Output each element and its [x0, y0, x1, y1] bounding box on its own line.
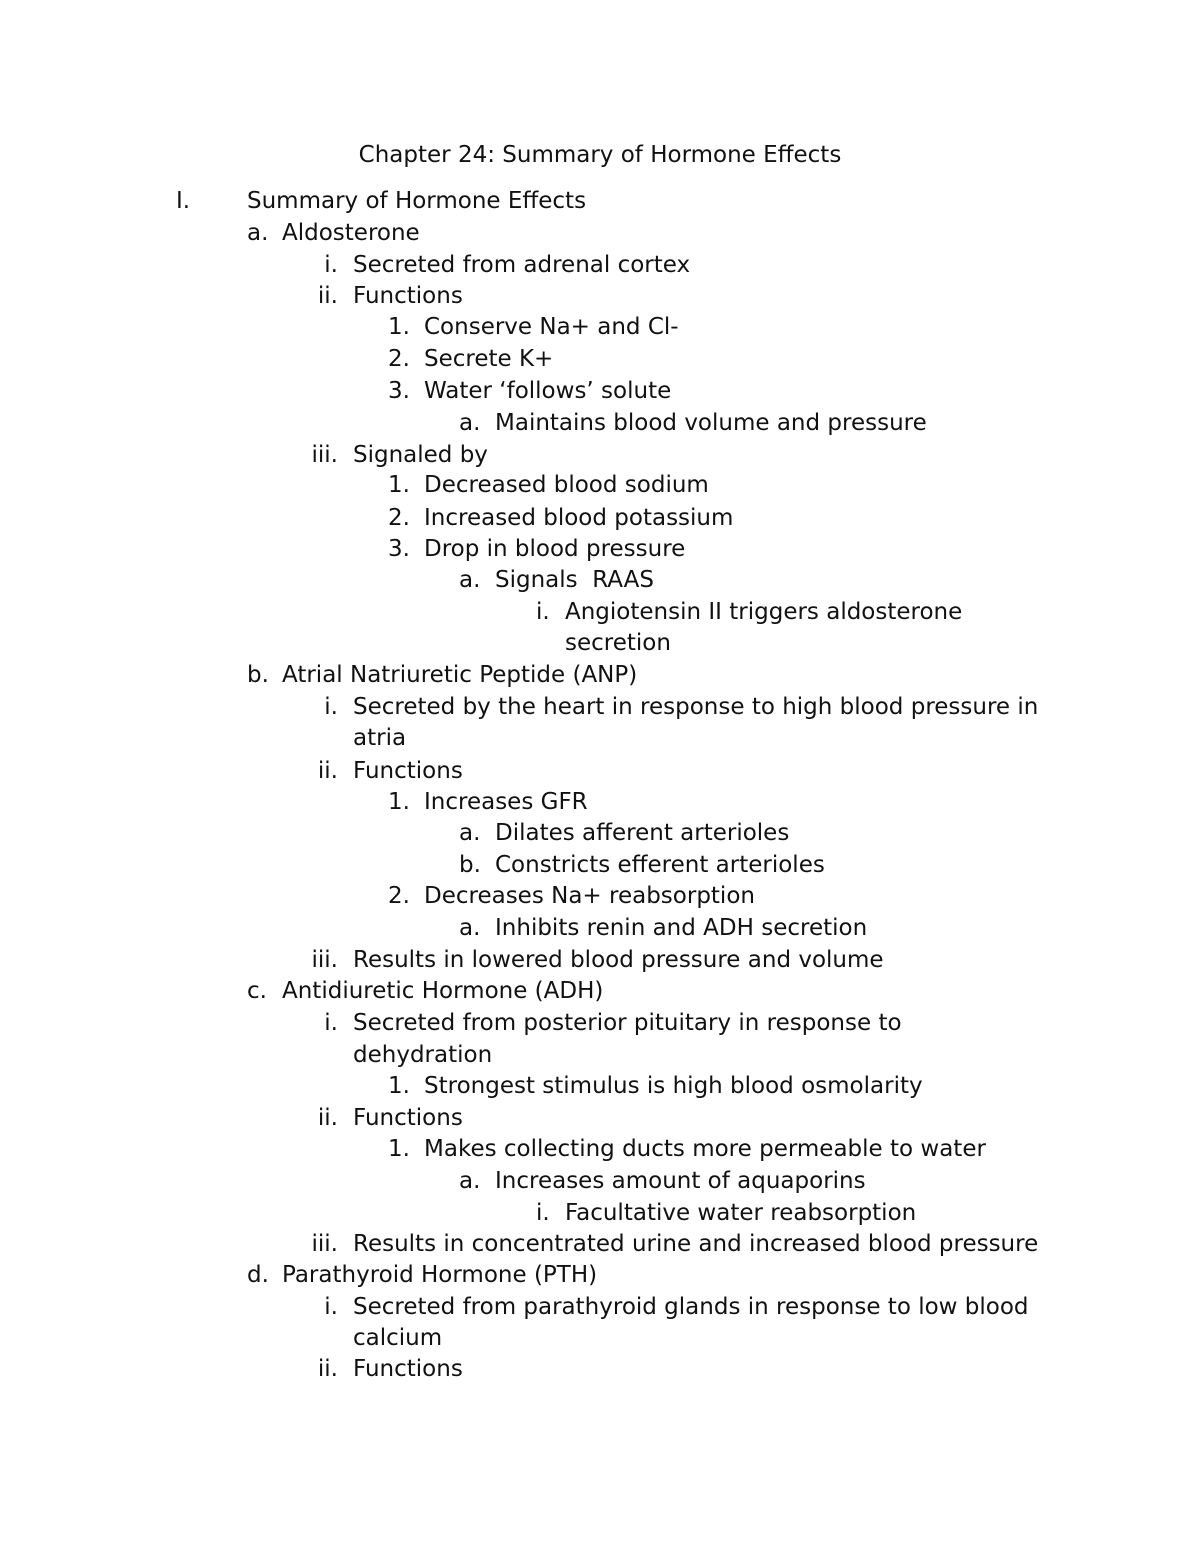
outline-item-c-ii-1-a [0, 1166, 1200, 1197]
outline-text: Secreted from posterior pituitary in response to [353, 1010, 902, 1036]
outline-marker: 2. [388, 346, 410, 372]
outline-text: Decreased blood sodium [424, 472, 709, 498]
outline-marker: iii. [311, 442, 338, 468]
outline-item-c-ii [0, 1103, 1200, 1134]
outline-marker: 1. [388, 1073, 410, 1099]
outline-text: Atrial Natriuretic Peptide (ANP) [282, 662, 638, 688]
outline-text: Facultative water reabsorption [565, 1200, 917, 1226]
outline-text: Results in lowered blood pressure and volume [353, 947, 884, 973]
outline-text: Secrete K+ [424, 346, 554, 372]
outline-text: Constricts efferent arterioles [495, 852, 825, 878]
outline-marker: a. [459, 915, 481, 941]
outline-marker: 3. [388, 536, 410, 562]
outline-item-a-i [0, 250, 1200, 281]
outline-marker: i. [324, 1010, 338, 1036]
outline-item-b-ii-1 [0, 787, 1200, 818]
outline-text-continued: calcium [353, 1325, 443, 1351]
outline-marker: 1. [388, 472, 410, 498]
outline-item-a-iii-3 [0, 534, 1200, 565]
outline-marker: a. [459, 410, 481, 436]
outline-text: Functions [353, 1356, 463, 1382]
outline-marker: ii. [317, 283, 338, 309]
outline-item-a-iii-1 [0, 470, 1200, 501]
outline-item-b-ii-2-a [0, 913, 1200, 944]
outline-text: Makes collecting ducts more permeable to water [424, 1136, 986, 1162]
outline-item-a-ii [0, 281, 1200, 312]
outline-text: Functions [353, 758, 463, 784]
outline-text: Maintains blood volume and pressure [495, 410, 927, 436]
outline-item-a [0, 218, 1200, 249]
outline-marker: b. [459, 852, 481, 878]
outline-item-b-ii-2 [0, 881, 1200, 912]
outline-text: Results in concentrated urine and increased blood pressure [353, 1231, 1039, 1257]
outline-text: Inhibits renin and ADH secretion [495, 915, 868, 941]
outline-marker: a. [459, 1168, 481, 1194]
outline-marker: iii. [311, 1231, 338, 1257]
outline-item-a-ii-3-a [0, 408, 1200, 439]
outline-text: Secreted by the heart in response to high blood pressure in [353, 694, 1039, 720]
outline-text: Water ‘follows’ solute [424, 378, 672, 404]
outline-text: Secreted from adrenal cortex [353, 252, 691, 278]
outline-marker: iii. [311, 947, 338, 973]
outline-text-continued: dehydration [353, 1042, 493, 1068]
outline-marker: 1. [388, 1136, 410, 1162]
outline-item-b-ii-1-a [0, 818, 1200, 849]
outline-item-b [0, 660, 1200, 691]
outline-marker: I. [176, 188, 191, 214]
outline-marker: i. [324, 694, 338, 720]
outline-marker: a. [247, 220, 269, 246]
outline-text: Signaled by [353, 442, 488, 468]
outline-item-a-iii-3-a-i [0, 597, 1200, 628]
outline-marker: ii. [317, 758, 338, 784]
outline-item-a-ii-1 [0, 312, 1200, 343]
outline-marker: i. [324, 1294, 338, 1320]
outline-text: Dilates afferent arterioles [495, 820, 790, 846]
outline-marker: d. [247, 1262, 269, 1288]
outline-item-d-ii [0, 1354, 1200, 1385]
outline-text: Secreted from parathyroid glands in response to low blood [353, 1294, 1029, 1320]
outline-marker: ii. [317, 1105, 338, 1131]
outline-item-a-iii [0, 440, 1200, 471]
outline-text: Antidiuretic Hormone (ADH) [282, 978, 604, 1004]
outline-item-a-ii-3 [0, 376, 1200, 407]
outline-text: Summary of Hormone Effects [247, 188, 587, 214]
outline-text: Functions [353, 1105, 463, 1131]
outline-text: Increases amount of aquaporins [495, 1168, 866, 1194]
outline-item-c [0, 976, 1200, 1007]
outline-item-b-iii [0, 945, 1200, 976]
outline-marker: b. [247, 662, 269, 688]
outline-item-c-ii-1-a-i [0, 1198, 1200, 1229]
outline-item-a-ii-2 [0, 344, 1200, 375]
outline-marker: c. [247, 978, 267, 1004]
outline-text: Increased blood potassium [424, 505, 734, 531]
outline-text: Functions [353, 283, 463, 309]
outline-text: Strongest stimulus is high blood osmolarity [424, 1073, 923, 1099]
outline-marker: a. [459, 820, 481, 846]
outline-item-c-ii-1 [0, 1134, 1200, 1165]
outline-text: Increases GFR [424, 789, 588, 815]
outline-item-c-i-1 [0, 1071, 1200, 1102]
outline-item-b-i [0, 692, 1200, 723]
outline-item-d-i [0, 1292, 1200, 1323]
outline-marker: 1. [388, 314, 410, 340]
outline-marker: 2. [388, 505, 410, 531]
outline-item-a-iii-3-a [0, 565, 1200, 596]
outline-marker: ii. [317, 1356, 338, 1382]
outline-marker: i. [536, 1200, 550, 1226]
outline-text: Signals RAAS [495, 567, 655, 593]
outline-text-continued: secretion [565, 630, 671, 656]
outline-text: Parathyroid Hormone (PTH) [282, 1262, 598, 1288]
outline-marker: 1. [388, 789, 410, 815]
outline-text: Aldosterone [282, 220, 420, 246]
outline-text: Conserve Na+ and Cl- [424, 314, 679, 340]
outline-marker: i. [536, 599, 550, 625]
outline-marker: a. [459, 567, 481, 593]
outline-item-b-ii [0, 756, 1200, 787]
outline-item-c-i [0, 1008, 1200, 1039]
outline-marker: 2. [388, 883, 410, 909]
outline-text: Drop in blood pressure [424, 536, 686, 562]
outline-item-a-iii-2 [0, 503, 1200, 534]
outline-item-I [0, 186, 1200, 217]
outline-item-d [0, 1260, 1200, 1291]
outline-item-c-iii [0, 1229, 1200, 1260]
outline-text: Decreases Na+ reabsorption [424, 883, 755, 909]
outline-text-continued: atria [353, 725, 407, 751]
outline-text: Angiotensin II triggers aldosterone [565, 599, 963, 625]
outline-marker: 3. [388, 378, 410, 404]
outline-item-b-ii-1-b [0, 850, 1200, 881]
outline-marker: i. [324, 252, 338, 278]
page-title: Chapter 24: Summary of Hormone Effects [358, 142, 842, 168]
